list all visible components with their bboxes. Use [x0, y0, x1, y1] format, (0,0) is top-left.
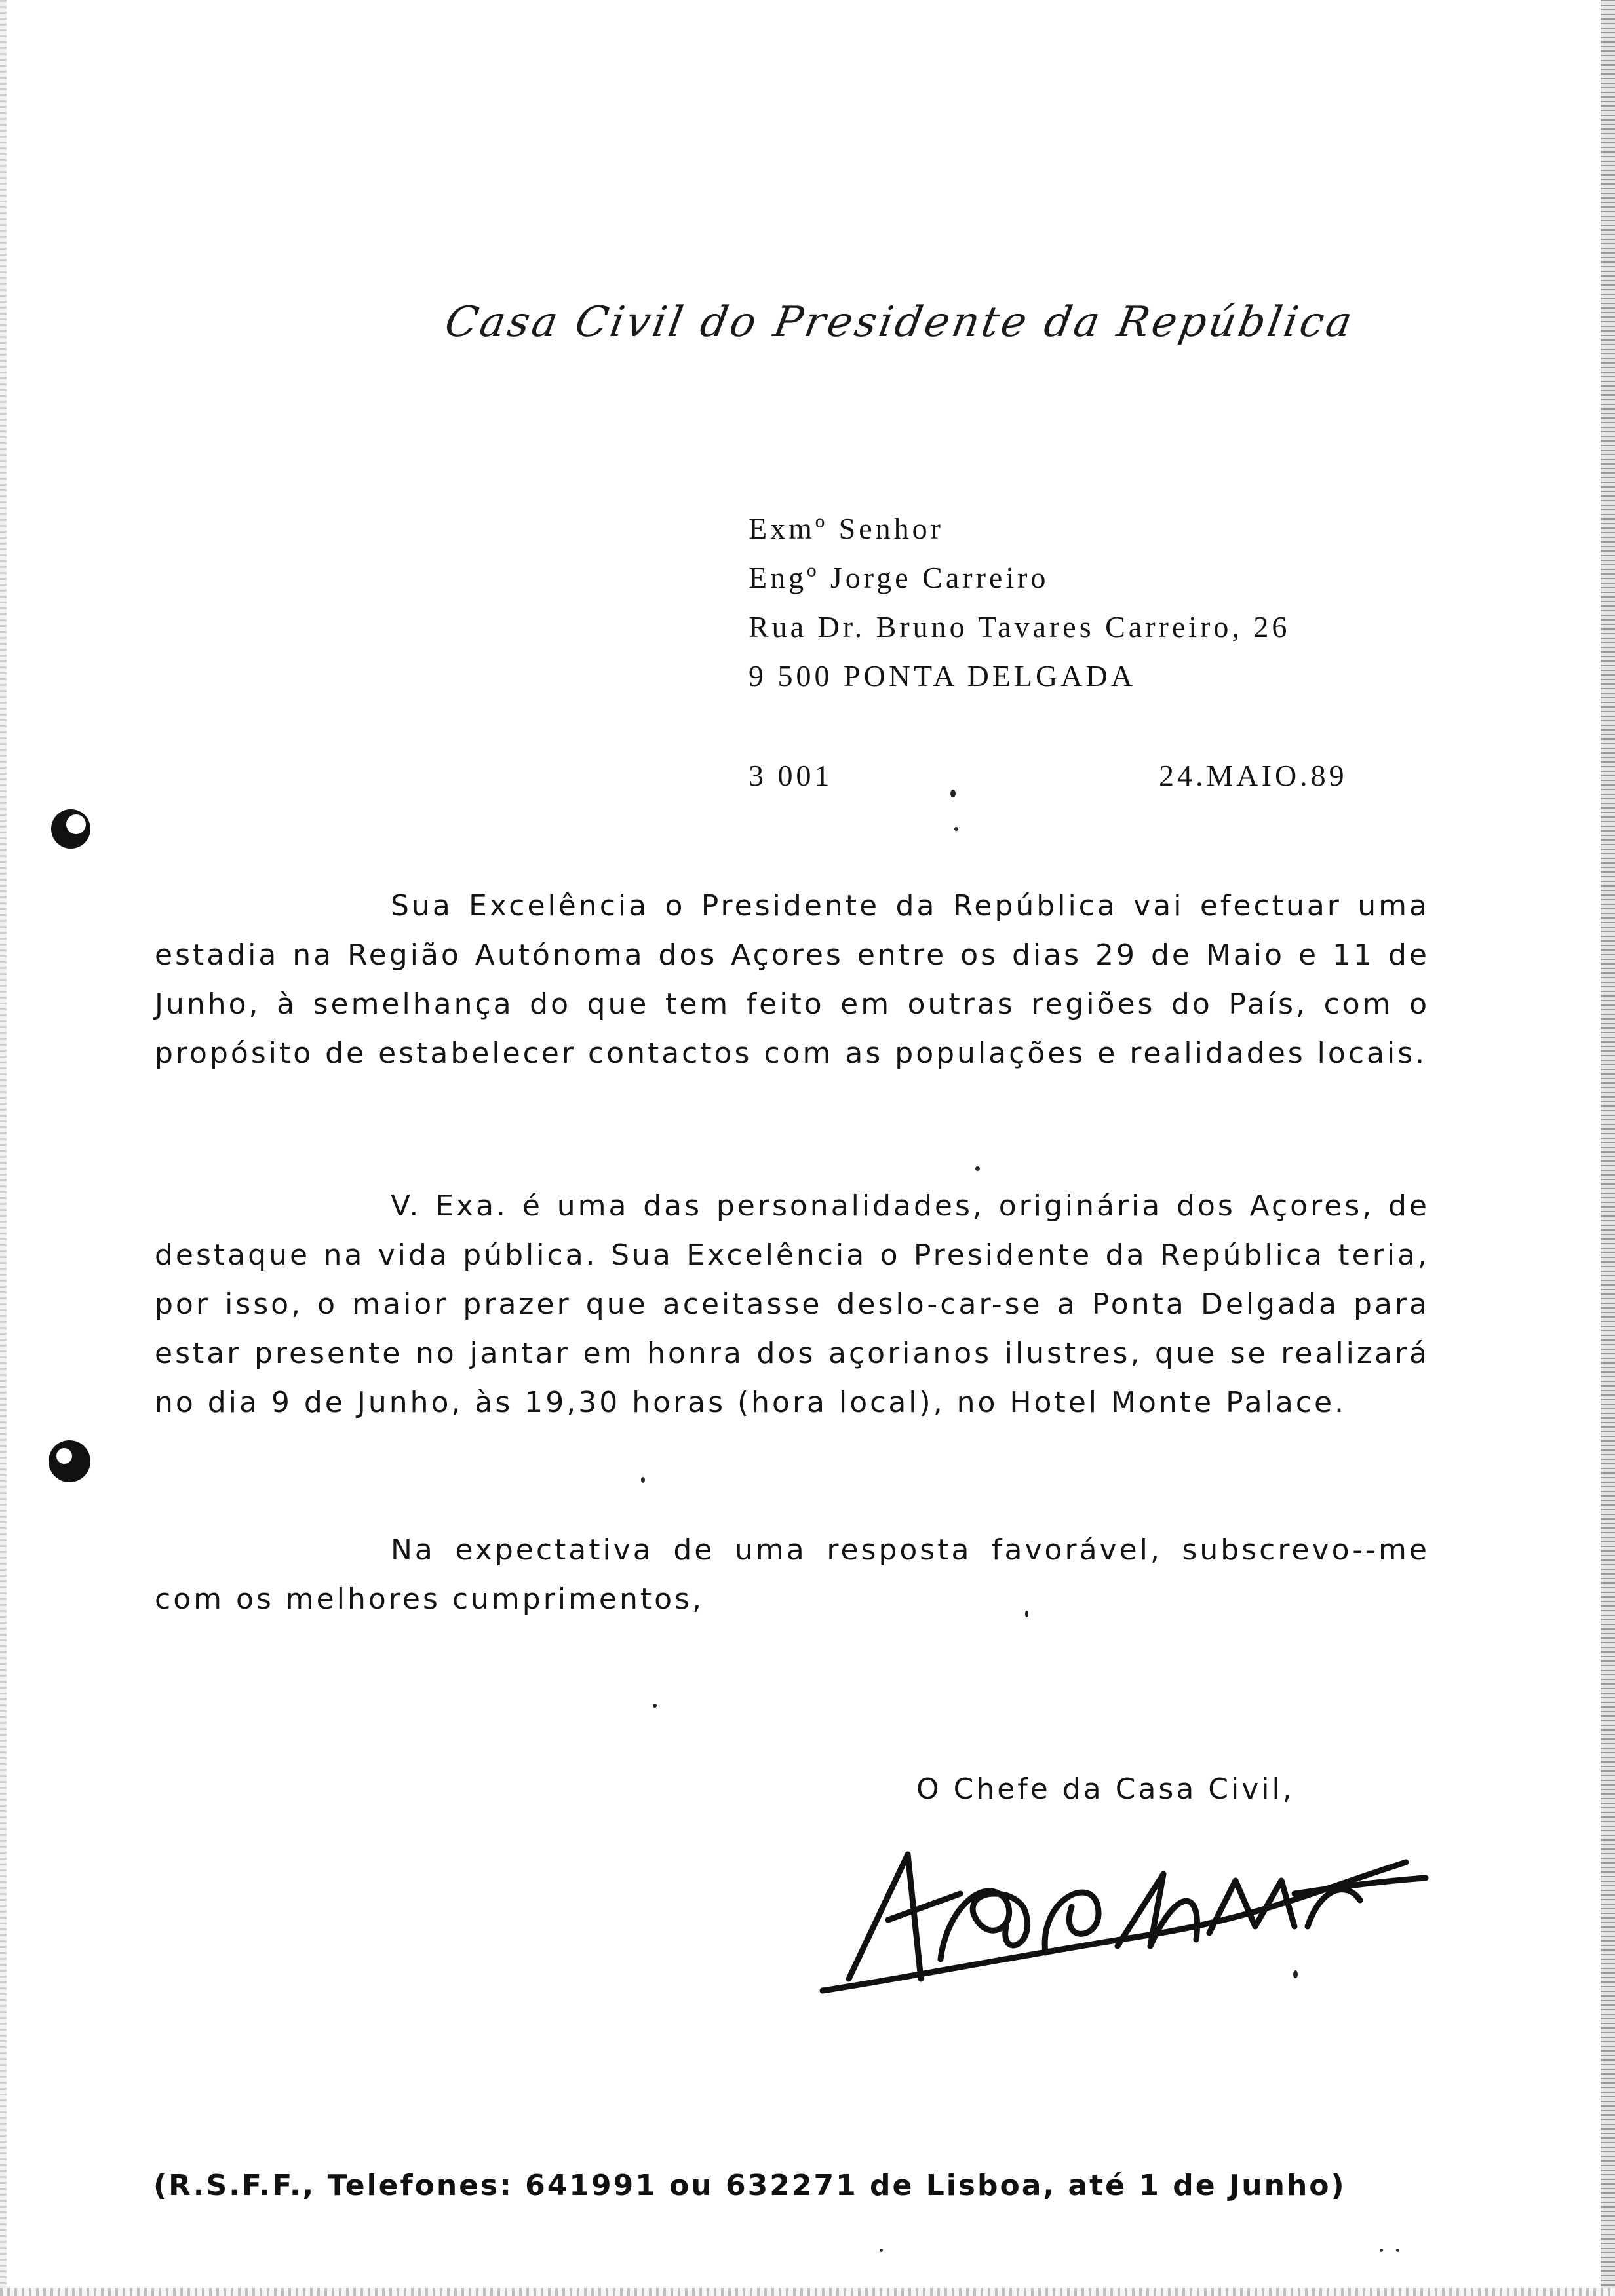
closing-title: O Chefe da Casa Civil, [916, 1772, 1294, 1806]
paragraph-text: V. Exa. é uma das personalidades, originária dos Açores, de destaque na vida pública. Sua Excelência o Presidente da República teria, por isso, o maior prazer que aceitasse deslo-car-se a Ponta Delgada para estar presente no jantar em honra dos açorianos ilustres, que se realizará no dia 9 de Junho, às 19,30 horas (hora local), no Hotel Monte Palace. [155, 1189, 1430, 1419]
scan-edge-bottom [0, 2288, 1615, 2296]
scan-speck [950, 790, 956, 797]
punch-hole-bottom [43, 1435, 96, 1487]
paragraph-text: Na expectativa de uma resposta favorável, subscrevo--me com os melhores cumprimentos, [155, 1533, 1430, 1616]
body-paragraph [155, 1181, 1430, 1427]
recipient-name: Engº Jorge Carreiro [749, 561, 1049, 594]
scan-edge-right [1601, 0, 1615, 2296]
scan-speck [1025, 1611, 1028, 1617]
scan-speck [1396, 2249, 1399, 2252]
body-paragraph [155, 881, 1430, 1078]
scan-edge-left [0, 0, 7, 2296]
letter-date: 24.MAIO.89 [1159, 759, 1348, 792]
paragraph-text: Sua Excelência o Presidente da República vai efectuar uma estadia na Região Autónoma dos Açores entre os dias 29 de Maio e 11 de Junho, à semelhança do que tem feito em outras regiões do País, com o propósito de estabelecer contactos com as populações e realidades locais. [155, 889, 1430, 1070]
signature [809, 1815, 1439, 2012]
recipient-street: Rua Dr. Bruno Tavares Carreiro, 26 [749, 610, 1291, 643]
scan-speck [954, 827, 958, 831]
recipient-city: 9 500 PONTA DELGADA [749, 659, 1136, 693]
footer-contact-line: (R.S.F.F., Telefones: 641991 ou 632271 de Lisboa, até 1 de Junho) [153, 2169, 1346, 2202]
scan-speck [1380, 2249, 1383, 2252]
scan-speck [880, 2249, 883, 2252]
reference-number: 3 001 [749, 759, 833, 792]
recipient-salutation: Exmº Senhor [749, 512, 944, 545]
scan-speck [1293, 1970, 1298, 1978]
scan-speck [653, 1704, 657, 1708]
punch-hole-top [46, 803, 98, 855]
body-paragraph [155, 1525, 1430, 1624]
letterhead-title: Casa Civil do Presidente da República [441, 298, 1359, 347]
scan-speck [641, 1477, 645, 1483]
scan-speck [975, 1166, 980, 1171]
